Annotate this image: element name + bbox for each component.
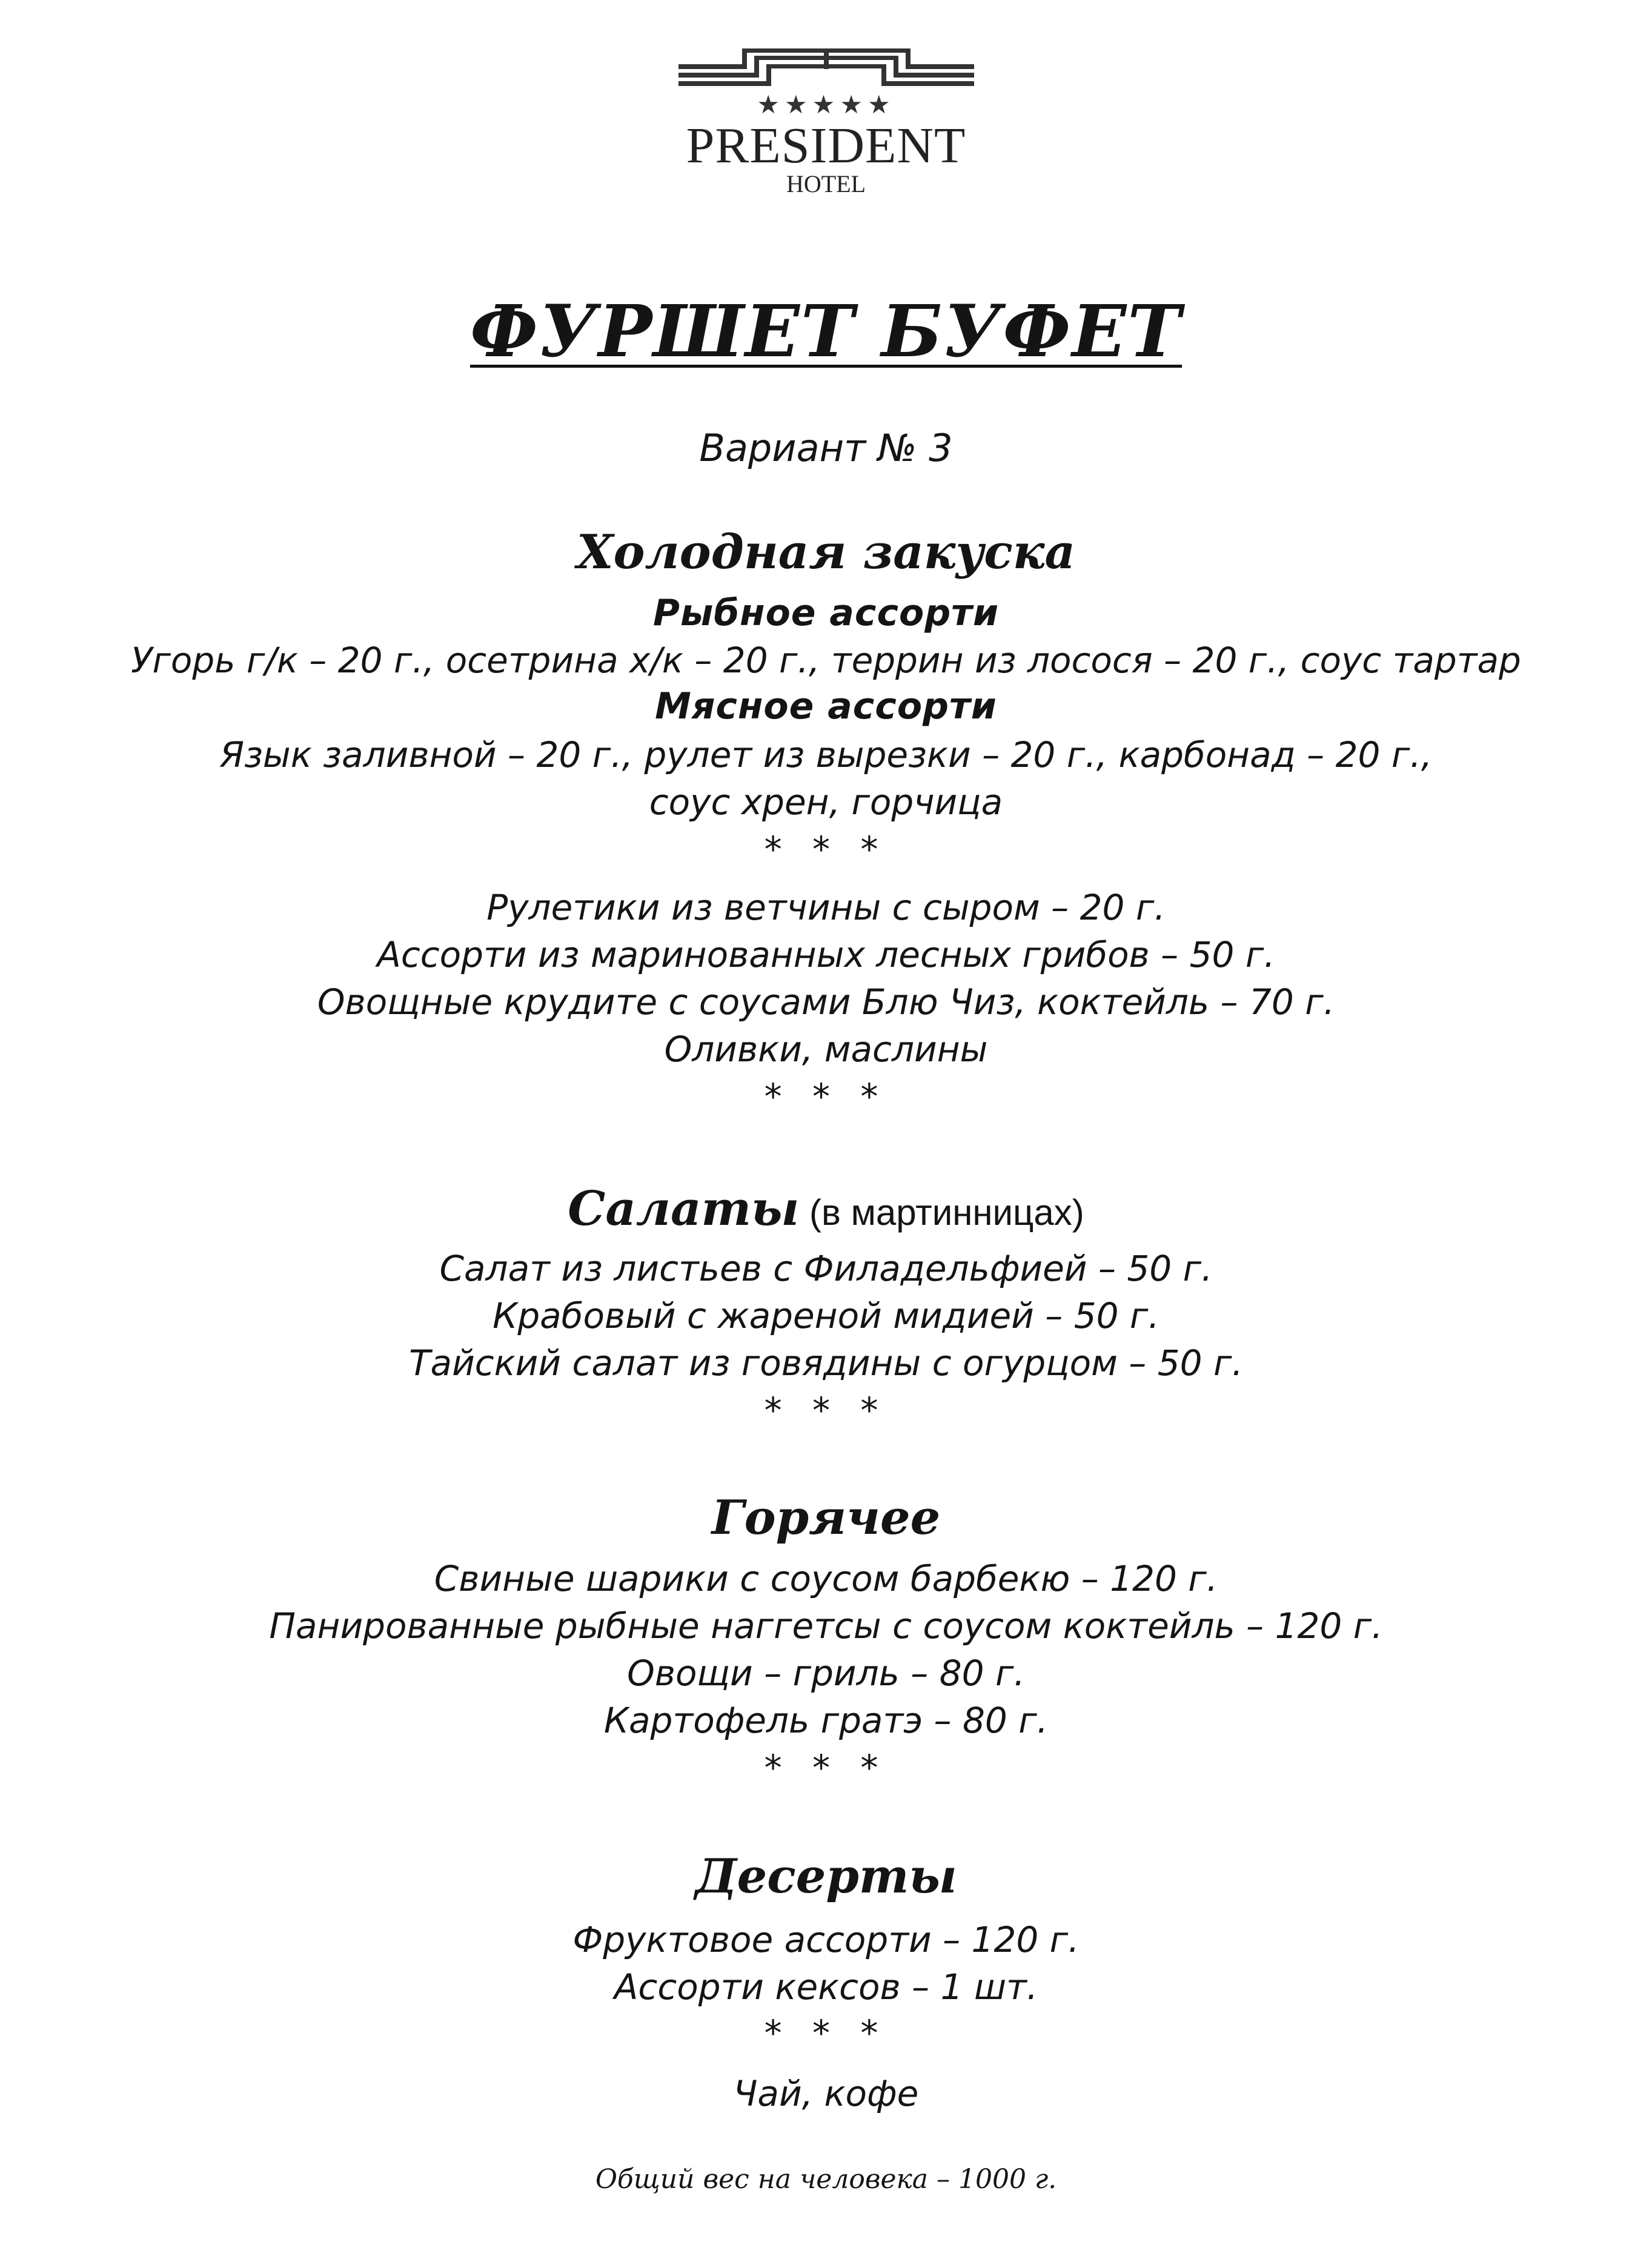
meat-items-line-2: соус хрен, горчица [649,781,1003,823]
list-item: Крабовый с жареной мидией – 50 г. [493,1295,1159,1336]
list-item: Тайский салат из говядины с огурцом – 50 г. [409,1342,1243,1384]
menu-variant: Вариант № 3 [699,426,953,470]
separator: * * * [764,829,888,870]
fish-items: Угорь г/к – 20 г., осетрина х/к – 20 г., террин из лосося – 20 г., соус тартар [131,640,1521,681]
hotel-subtitle: HOTEL [786,170,866,197]
list-item: Овощи – гриль – 80 г. [627,1653,1025,1694]
list-item: Овощные крудите с соусами Блю Чиз, коктейль – 70 г. [317,981,1335,1023]
separator: * * * [764,1390,888,1431]
hotel-name: PRESIDENT [686,118,966,174]
subhead-fish: Рыбное ассорти [653,592,999,634]
salads-note: (в мартинницах) [799,1192,1084,1233]
section-title-desserts: Десерты [695,1849,957,1904]
salads-title: Салаты [568,1181,800,1236]
list-item: Картофель гратэ – 80 г. [603,1700,1049,1741]
list-item: Ассорти из маринованных лесных грибов – 50 г. [377,934,1275,975]
subhead-meat: Мясное ассорти [655,685,997,728]
section-title-cold: Холодная закуска [576,525,1076,580]
meat-items-line-1: Язык заливной – 20 г., рулет из вырезки – 20 г., карбонад – 20 г., [219,734,1433,775]
list-item: Фруктовое ассорти – 120 г. [572,1919,1080,1960]
separator: * * * [764,2012,888,2054]
menu-title [0,289,1652,373]
section-title-salads [0,1180,1652,1242]
logo-stars: ★★★★★ [757,90,895,119]
list-item: Оливки, маслины [664,1029,988,1070]
separator: * * * [764,1076,888,1117]
section-title-hot: Горячее [711,1490,941,1545]
list-item: Ассорти кексов – 1 шт. [614,1966,1038,2008]
separator: * * * [764,1747,888,1788]
list-item: Панированные рыбные наггетсы с соусом коктейль – 120 г. [269,1605,1383,1647]
drinks: Чай, кофе [733,2073,919,2114]
list-item: Салат из листьев с Филадельфией – 50 г. [439,1248,1213,1289]
menu-title-text: ФУРШЕТ БУФЕТ [469,289,1183,373]
list-item: Свиные шарики с соусом барбекю – 120 г. [434,1558,1218,1599]
total-weight: Общий вес на человека – 1000 г. [595,2164,1057,2195]
list-item: Рулетики из ветчины с сыром – 20 г. [486,887,1166,928]
